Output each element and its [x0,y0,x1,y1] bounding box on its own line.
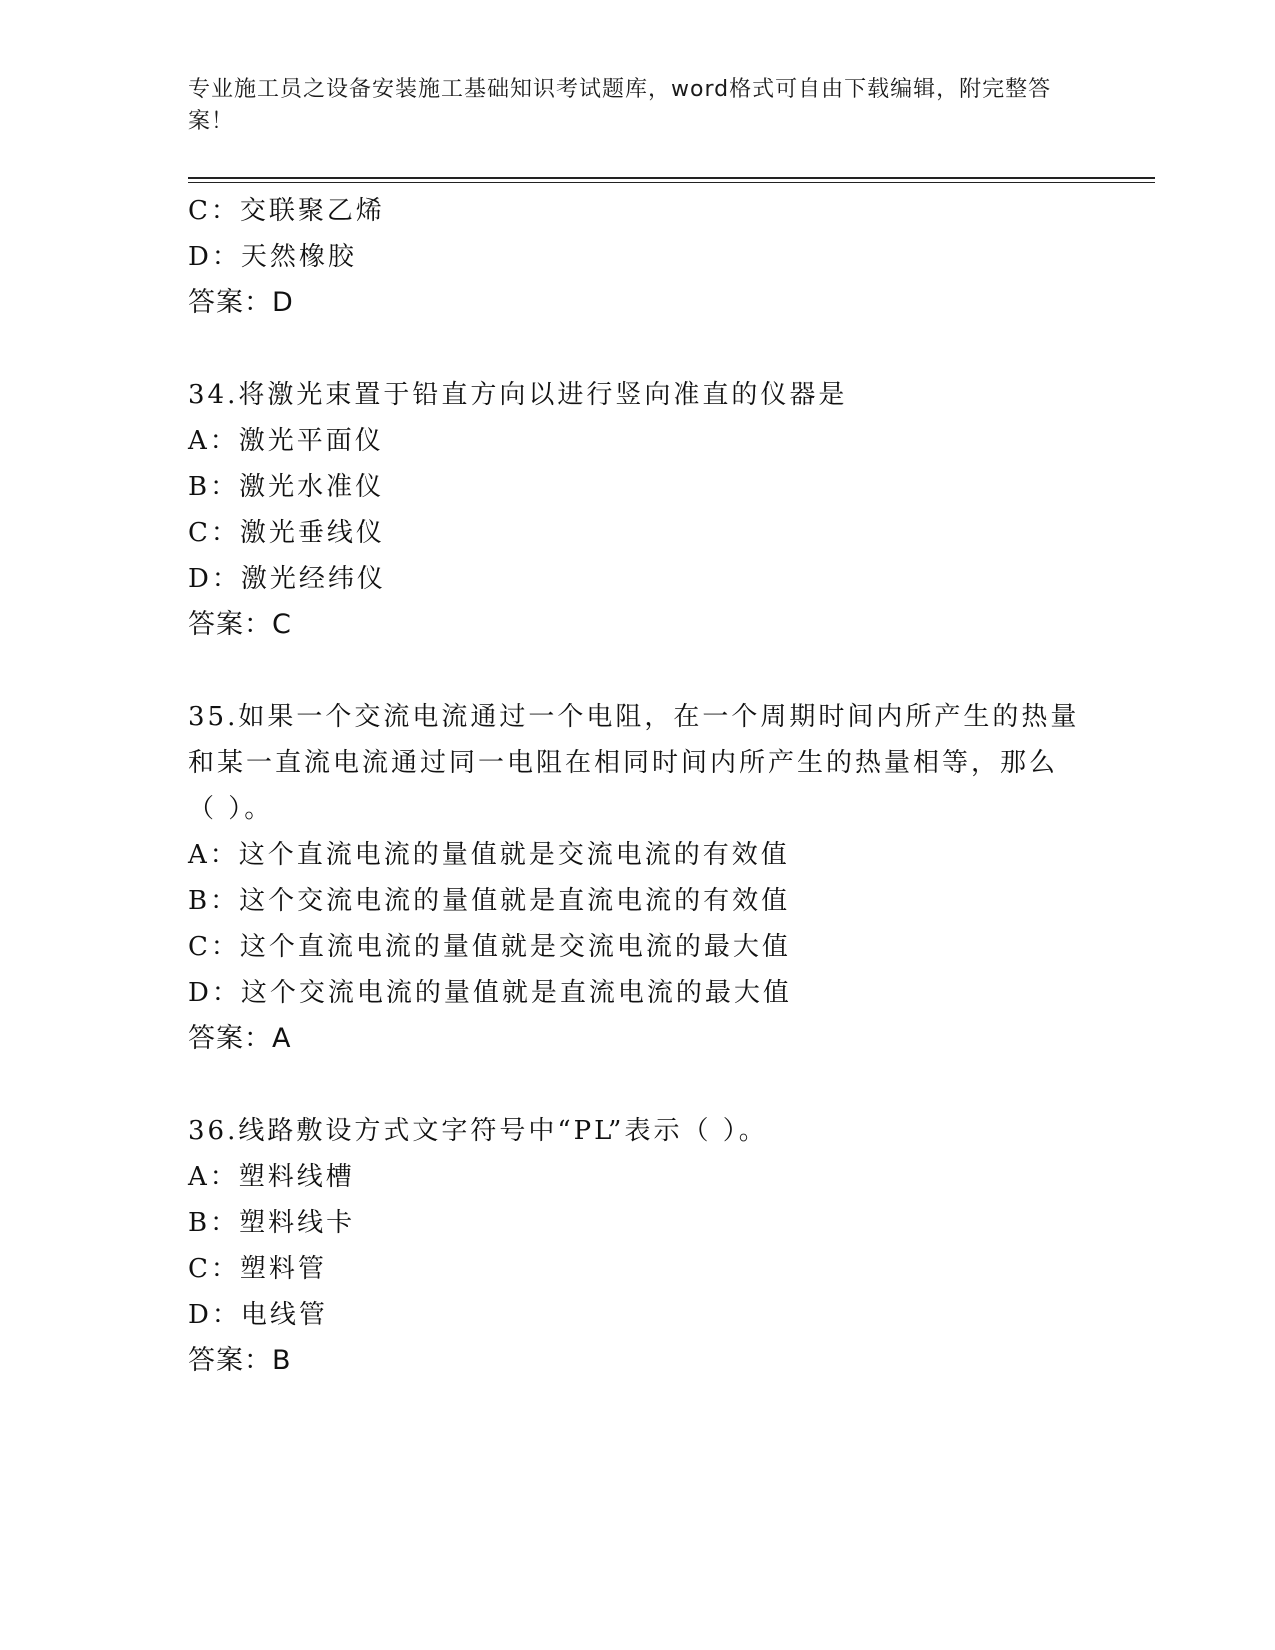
option-d: D：天然橡胶 [188,242,357,272]
question-36 [188,1108,1118,1384]
option-c: C：激光垂线仪 [188,518,385,548]
answer-line: 答案：A [188,1023,292,1054]
option-d: D：这个交流电流的量值就是直流电流的最大值 [188,978,792,1008]
option-b: B：这个交流电流的量值就是直流电流的有效值 [188,886,791,916]
question-list [188,188,1118,1384]
option-c: C：塑料管 [188,1254,327,1284]
question-33-continuation [188,188,1118,326]
page-header: 专业施工员之设备安装施工基础知识考试题库，word格式可自由下载编辑，附完整答案！ [188,77,1052,134]
option-a: A：这个直流电流的量值就是交流电流的有效值 [188,840,790,870]
header-divider-thin [188,182,1155,183]
answer-line: 答案：B [188,1345,292,1376]
question-34 [188,372,1118,648]
option-c: C：交联聚乙烯 [188,196,385,226]
option-a: A：激光平面仪 [188,426,384,456]
answer-line: 答案：D [188,287,294,318]
question-35 [188,694,1118,1062]
header-divider-thick [188,177,1155,179]
question-stem: 36.线路敷设方式文字符号中“PL”表示（ ）。 [188,1116,768,1146]
option-b: B：激光水准仪 [188,472,385,502]
option-d: D：电线管 [188,1300,328,1330]
question-stem: 35.如果一个交流电流通过一个电阻，在一个周期时间内所产生的热量 和某一直流电流通过同一电阻在相同时间内所产生的热量相等，那么 （ ）。 [188,702,1080,824]
option-c: C：这个直流电流的量值就是交流电流的最大值 [188,932,791,962]
answer-line: 答案：C [188,609,292,640]
question-stem: 34.将激光束置于铅直方向以进行竖向准直的仪器是 [188,380,848,410]
option-b: B：塑料线卡 [188,1208,356,1238]
option-a: A：塑料线槽 [188,1162,355,1192]
option-d: D：激光经纬仪 [188,564,386,594]
